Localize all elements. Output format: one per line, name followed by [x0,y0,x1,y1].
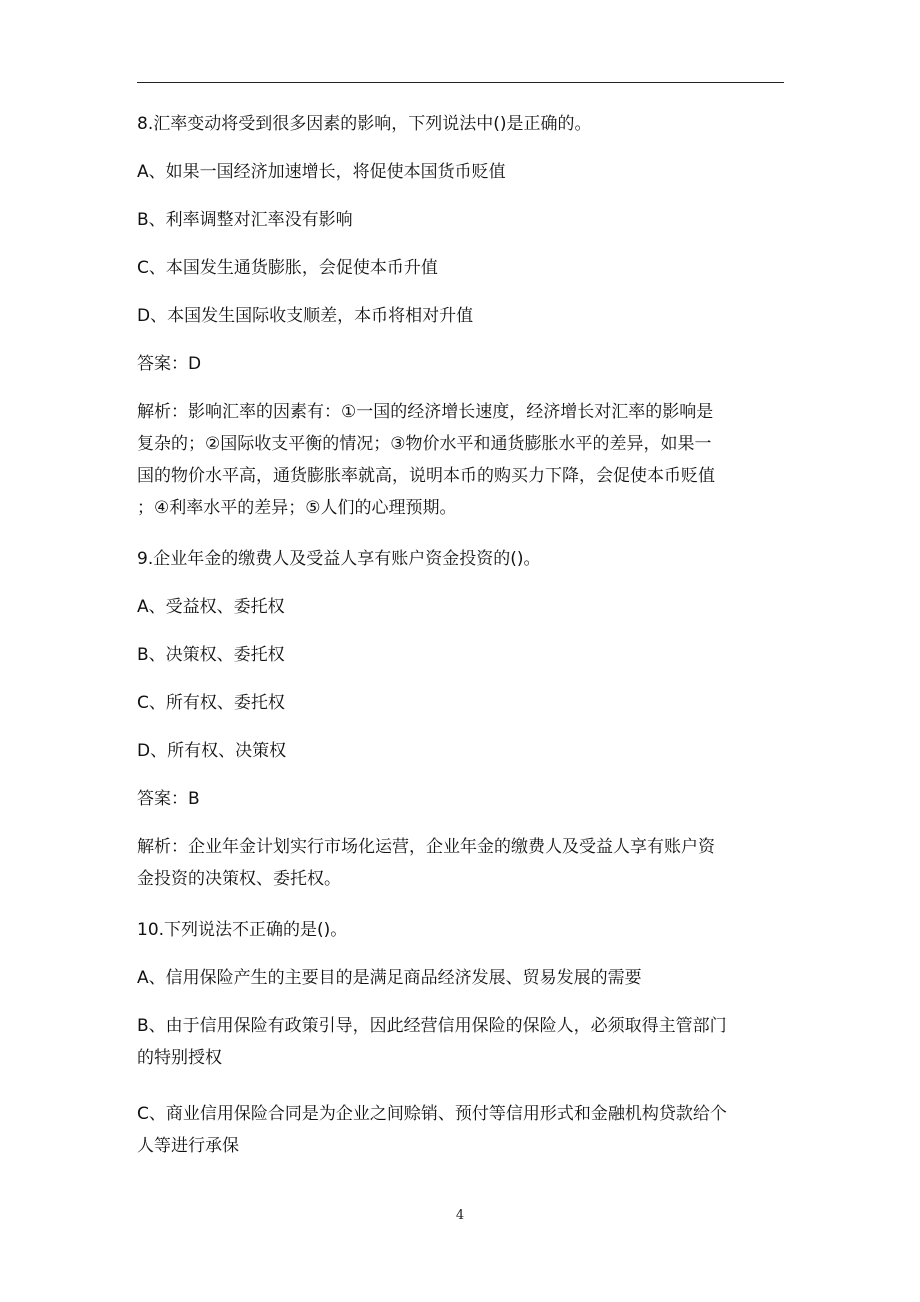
q9-analysis [137,831,787,895]
question-8-text: 8.汇率变动将受到很多因素的影响，下列说法中()是正确的。 [137,114,592,134]
q10-option-b-line: B、由于信用保险有政策引导，因此经营信用保险的保险人，必须取得主管部门 [137,1016,727,1036]
q8-option-a: A、如果一国经济加速增长，将促使本国货币贬值 [137,162,506,182]
q8-analysis [137,396,787,524]
q9-analysis-line: 金投资的决策权、委托权。 [137,869,341,889]
document-body [137,113,787,1162]
q10-option-a: A、信用保险产生的主要目的是满足商品经济发展、贸易发展的需要 [137,968,642,988]
q8-analysis-line: 国的物价水平高，通货膨胀率就高，说明本币的购买力下降，会促使本币贬值 [137,466,715,486]
question-10-text: 10.下列说法不正确的是()。 [137,920,348,940]
q8-analysis-line: 复杂的；②国际收支平衡的情况；③物价水平和通货膨胀水平的差异，如果一 [137,434,712,454]
header-rule [137,82,784,83]
q10-option-c [137,1098,787,1162]
q8-answer: 答案：D [137,354,202,374]
page-number: 4 [455,1208,465,1223]
q9-option-b: B、决策权、委托权 [137,645,285,665]
q10-option-b-line: 的特别授权 [137,1048,222,1068]
q10-option-c-line: 人等进行承保 [137,1136,239,1156]
q10-option-c-line: C、商业信用保险合同是为企业之间赊销、预付等信用形式和金融机构贷款给个 [137,1104,727,1124]
question-9-text: 9.企业年金的缴费人及受益人享有账户资金投资的()。 [137,549,541,569]
q8-option-d: D、本国发生国际收支顺差，本币将相对升值 [137,306,474,326]
q9-option-d: D、所有权、决策权 [137,741,287,761]
q9-analysis-line: 解析：企业年金计划实行市场化运营，企业年金的缴费人及受益人享有账户资 [137,837,715,857]
q9-option-a: A、受益权、委托权 [137,597,285,617]
q8-analysis-line: ；④利率水平的差异；⑤人们的心理预期。 [137,498,457,518]
q8-analysis-line: 解析：影响汇率的因素有：①一国的经济增长速度，经济增长对汇率的影响是 [137,402,714,422]
q8-option-c: C、本国发生通货膨胀，会促使本币升值 [137,258,438,278]
q9-option-c: C、所有权、委托权 [137,693,285,713]
q10-option-b [137,1010,787,1074]
q9-answer: 答案：B [137,789,200,809]
q8-option-b: B、利率调整对汇率没有影响 [137,210,353,230]
